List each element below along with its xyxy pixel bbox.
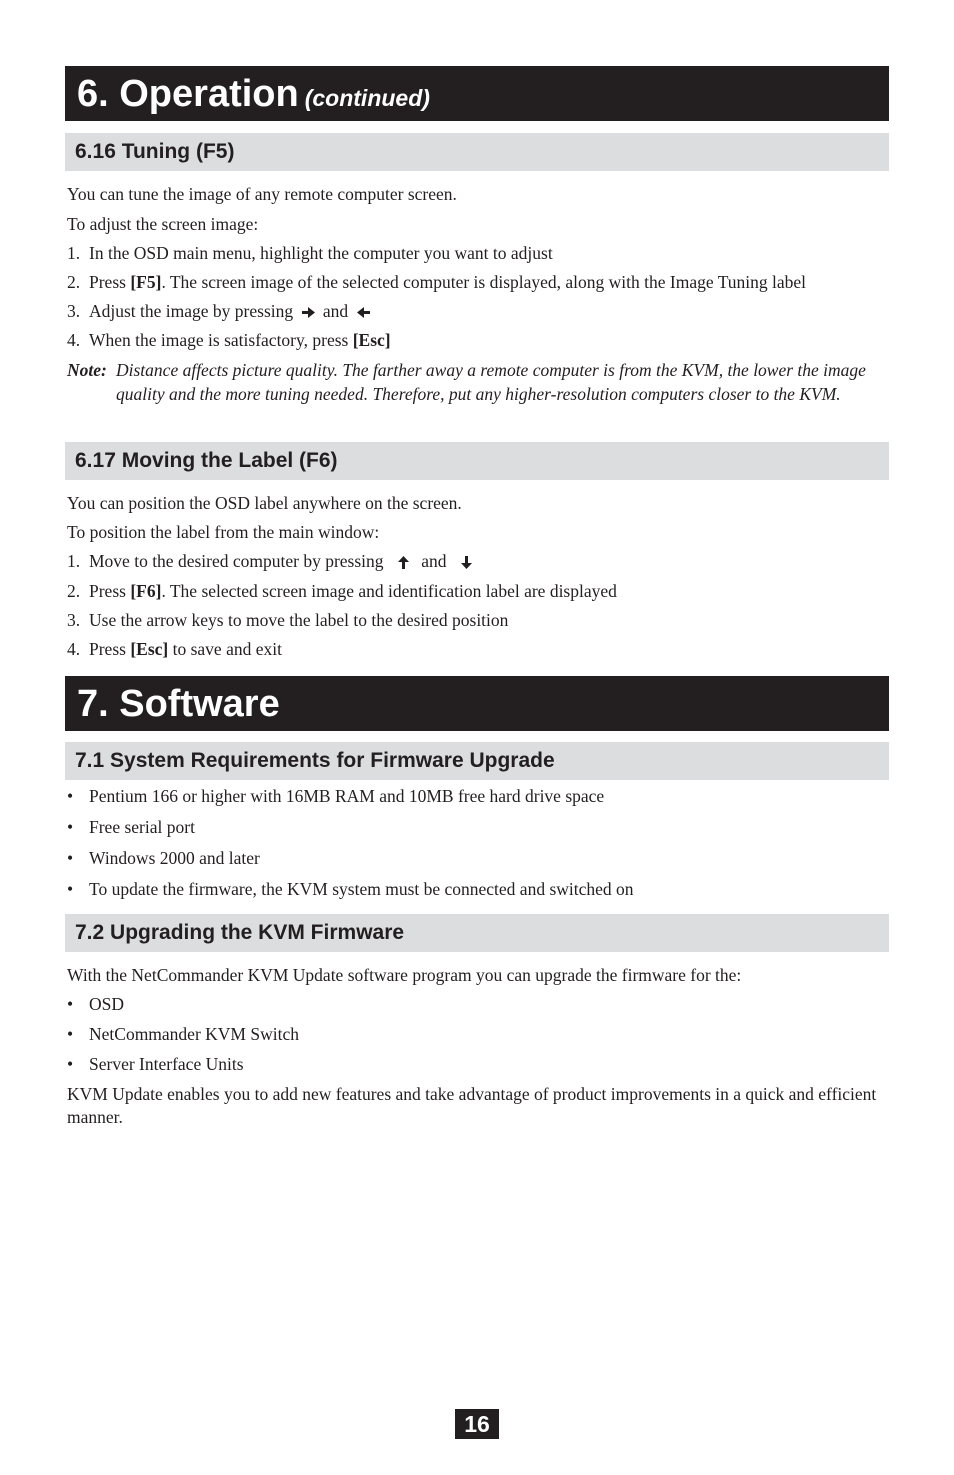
key-f5: [F5]	[130, 272, 162, 292]
key-f6: [F6]	[130, 581, 162, 601]
section-616-title: 6.16 Tuning (F5)	[75, 140, 235, 163]
key-esc: [Esc]	[352, 330, 391, 350]
section-617-step-2: 2. Press [F6]. The selected screen image and identification label are displayed	[67, 581, 617, 601]
section-71-item-4: • To update the firmware, the KVM system must be connected and switched on	[67, 879, 634, 899]
section-617-step-3: 3. Use the arrow keys to move the label to the desired position	[67, 610, 509, 630]
section-616-step-4: 4. When the image is satisfactory, press [Esc]	[67, 330, 391, 350]
chapter-6-header	[65, 66, 889, 121]
section-616-step-1: 1. In the OSD main menu, highlight the computer you want to adjust	[67, 243, 553, 263]
section-616-lead: To adjust the screen image:	[67, 214, 259, 234]
note-text: Distance affects picture quality. The farther away a remote computer is from the KVM, the lower the image quality and the more tuning needed. Therefore, put any higher-resolution computers closer to the KVM.	[116, 360, 866, 404]
section-72-header	[65, 914, 889, 952]
section-71-item-1: • Pentium 166 or higher with 16MB RAM and 10MB free hard drive space	[67, 786, 605, 806]
section-72-intro: With the NetCommander KVM Update software program you can upgrade the firmware for the:	[67, 965, 742, 985]
section-616-intro: You can tune the image of any remote computer screen.	[67, 184, 457, 204]
chapter-7-header	[65, 676, 889, 731]
section-72-outro: KVM Update enables you to add new features and take advantage of product improvements in a quick and efficient manner.	[67, 1084, 877, 1127]
section-616-step-2: 2. Press [F5]. The screen image of the selected computer is displayed, along with the Image Tuning label	[67, 272, 807, 292]
section-617-header	[65, 442, 889, 480]
section-616-header	[65, 133, 889, 171]
section-617-lead: To position the label from the main window:	[67, 522, 380, 542]
section-617-intro: You can position the OSD label anywhere on the screen.	[67, 493, 462, 513]
arrow-up-icon	[398, 556, 409, 569]
section-72-item-3: • Server Interface Units	[67, 1054, 244, 1074]
section-71-header	[65, 742, 889, 780]
section-617-step-4: 4. Press [Esc] to save and exit	[67, 639, 282, 659]
section-71-item-2: • Free serial port	[67, 817, 195, 837]
section-71-title: 7.1 System Requirements for Firmware Upgrade	[75, 749, 555, 772]
key-esc: [Esc]	[130, 639, 169, 659]
section-617-step-1: 1. Move to the desired computer by pressing and	[65, 550, 889, 573]
chapter-7-title: 7. Software	[77, 683, 280, 725]
section-71-item-3: • Windows 2000 and later	[67, 848, 260, 868]
section-617-title: 6.17 Moving the Label (F6)	[75, 449, 338, 472]
arrow-right-icon	[302, 307, 315, 318]
page-number: 16	[455, 1409, 499, 1439]
manual-page	[65, 66, 889, 1129]
section-616-step-3: 3. Adjust the image by pressing and	[65, 300, 889, 323]
chapter-6-continued: (continued)	[304, 85, 430, 111]
section-616-note	[65, 358, 889, 406]
section-72-item-2: • NetCommander KVM Switch	[67, 1024, 299, 1044]
section-72-item-1: • OSD	[67, 994, 125, 1014]
section-72-title: 7.2 Upgrading the KVM Firmware	[75, 921, 405, 944]
arrow-down-icon	[461, 556, 472, 569]
note-label: Note:	[67, 360, 107, 380]
arrow-left-icon	[357, 307, 370, 318]
chapter-6-title: 6. Operation	[77, 73, 299, 115]
